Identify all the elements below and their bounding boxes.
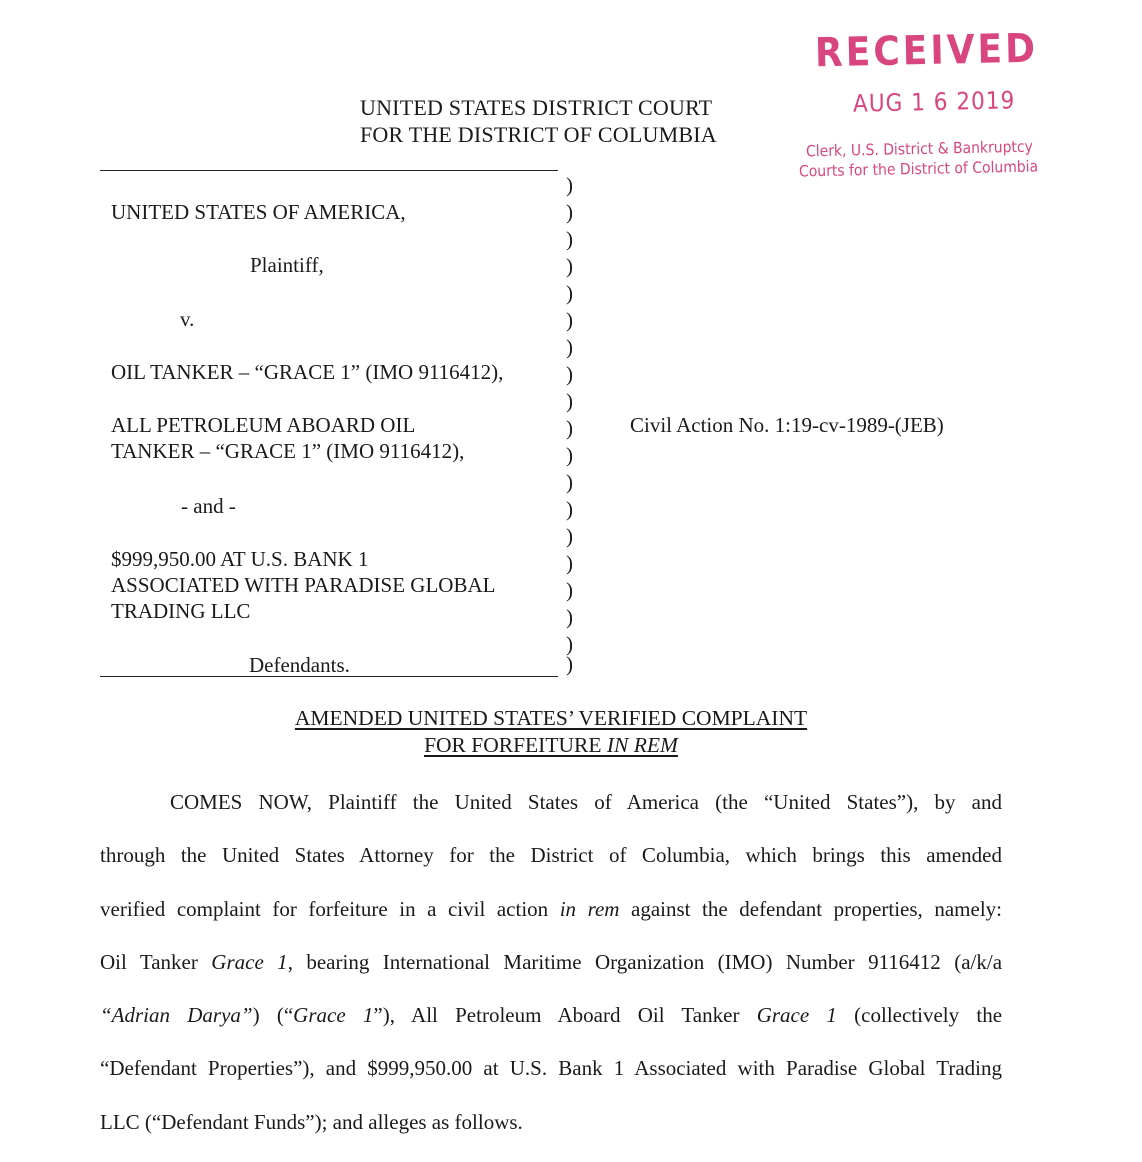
caption-paren: ) [566,497,573,521]
body-line: Oil Tanker Grace 1, bearing International Maritime Organization (IMO) Number 9116412 (a/k/a [100,949,1003,974]
title-line2-italic: IN REM [606,733,678,757]
body-line: “Adrian Darya”) (“Grace 1”), All Petroleum Aboard Oil Tanker Grace 1 (collectively the [100,1003,1003,1028]
complaint-body [100,789,1002,1162]
caption-paren: ) [566,416,573,440]
title-line2-prefix: FOR FORFEITURE [424,733,607,757]
caption-paren: ) [566,200,573,224]
defendant-petroleum-line1: ALL PETROLEUM ABOARD OIL [111,413,416,437]
defendant-funds-line1: $999,950.00 AT U.S. BANK 1 [111,547,369,571]
caption-top-rule [100,170,558,171]
caption-paren: ) [566,281,573,305]
caption-paren: ) [566,308,573,332]
plaintiff-role: Plaintiff, [250,253,324,277]
caption-paren: ) [566,632,573,656]
body-line: COMES NOW, Plaintiff the United States of America (the “United States”), by and [170,790,1002,814]
received-stamp-title: RECEIVED [814,25,1039,77]
document-title-line1: AMENDED UNITED STATES’ VERIFIED COMPLAINT [294,706,808,730]
defendant-oil-tanker: OIL TANKER – “GRACE 1” (IMO 9116412), [111,360,504,384]
received-stamp-clerk: Clerk, U.S. District & Bankruptcy [805,137,1034,161]
caption-paren: ) [566,443,573,467]
caption-paren: ) [566,524,573,548]
defendants-role: Defendants. [249,653,350,677]
body-line: verified complaint for forfeiture in a civil action in rem against the defendant properties, namely: [100,896,1002,921]
caption-paren: ) [566,551,573,575]
civil-action-number: Civil Action No. 1:19-cv-1989-(JEB) [630,413,944,437]
court-heading [360,94,717,148]
defendant-funds-line3: TRADING LLC [111,599,251,623]
defendant-funds [111,546,495,624]
court-district: FOR THE DISTRICT OF COLUMBIA [360,122,717,147]
caption-paren: ) [566,470,573,494]
defendant-petroleum [111,412,464,464]
versus-label: v. [180,307,195,331]
caption-paren: ) [566,605,573,629]
caption-paren: ) [566,227,573,251]
body-line: through the United States Attorney for the District of Columbia, which brings this amended [100,843,1002,868]
caption-paren: ) [566,335,573,359]
body-line: LLC (“Defendant Funds”); and alleges as follows. [100,1109,523,1134]
body-line: “Defendant Properties”), and $999,950.00 at U.S. Bank 1 Associated with Paradise Global Trading [100,1056,1002,1081]
defendant-petroleum-line2: TANKER – “GRACE 1” (IMO 9116412), [111,439,465,463]
caption-paren: ) [566,173,573,197]
document-title-line2 [424,733,678,757]
caption-paren: ) [566,389,573,413]
defendant-funds-line2: ASSOCIATED WITH PARADISE GLOBAL [111,573,496,597]
and-separator: - and - [181,494,236,518]
document-title [0,705,1102,759]
court-name: UNITED STATES DISTRICT COURT [360,95,713,120]
received-stamp-date: AUG 1 6 2019 [852,86,1016,118]
caption-paren: ) [566,362,573,386]
plaintiff-name: UNITED STATES OF AMERICA, [111,200,406,224]
caption-paren: ) [566,578,573,602]
received-stamp-courts: Courts for the District of Columbia [798,157,1039,181]
caption-paren: ) [566,652,573,676]
caption-paren: ) [566,254,573,278]
